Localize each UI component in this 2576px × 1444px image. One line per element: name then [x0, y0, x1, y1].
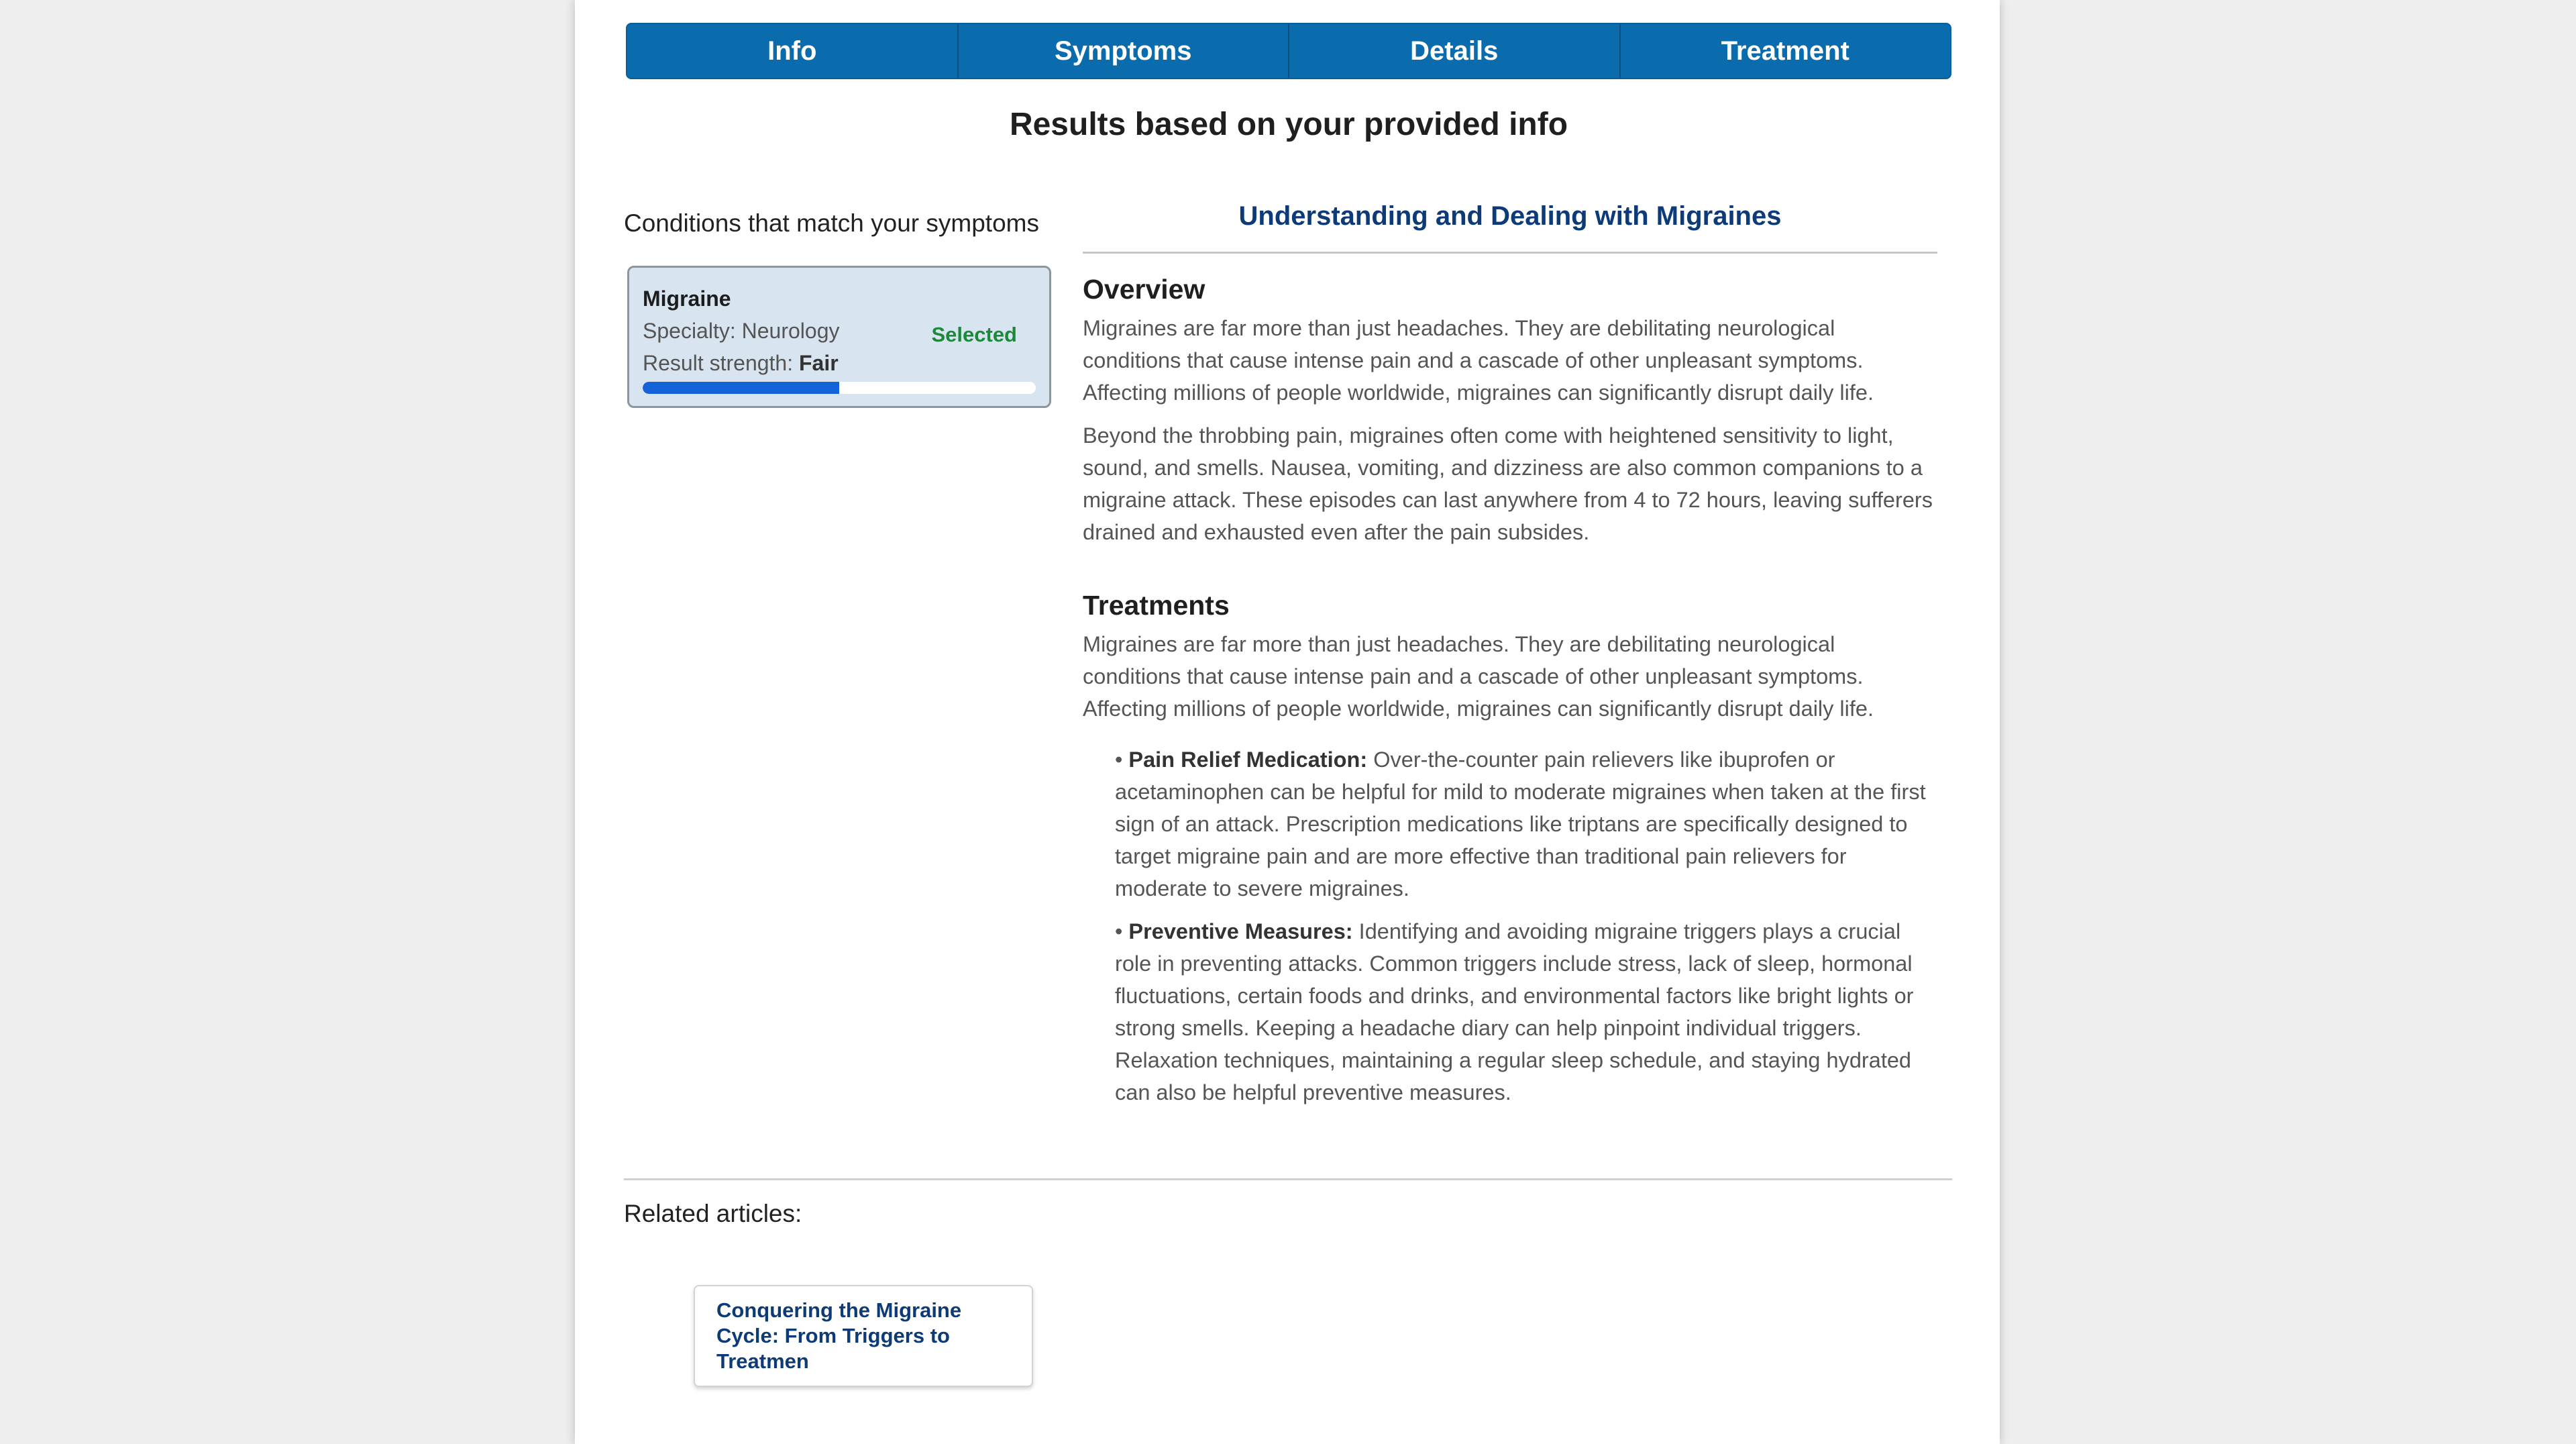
bullet-title: Pain Relief Medication:: [1128, 747, 1368, 772]
related-articles-label: Related articles:: [624, 1200, 802, 1227]
treatment-bullet-pain-relief: [1115, 743, 1937, 905]
related-article-card[interactable]: Conquering the Migraine Cycle: From Triggers to Treatmen: [694, 1285, 1033, 1387]
bullet-marker: •: [1115, 747, 1123, 772]
tab-info[interactable]: Info: [627, 24, 959, 78]
bullet-text: Over-the-counter pain relievers like ibuprofen or acetaminophen can be helpful for mild to moderate migraines when taken at the first sign of an attack. Prescription medications like triptans are specifically designed to target migraine pain and are more effective than traditional pain relievers for moderate to severe migraines.: [1115, 747, 1926, 900]
page-title: Results based on your provided info: [1009, 107, 1568, 142]
tab-details[interactable]: Details: [1289, 24, 1621, 78]
tab-bar: [626, 23, 1951, 79]
bullet-text: Identifying and avoiding migraine triggers plays a crucial role in preventing attacks. Common triggers include stress, lack of sleep, hormonal fluctuations, certain foods and drinks, and environmental factors like bright lights or strong smells. Keeping a headache diary can help pinpoint individual triggers. Relaxation techniques, maintaining a regular sleep schedule, and staying hydrated can also be helpful preventive measures.: [1115, 919, 1914, 1104]
condition-strength: [643, 347, 1036, 379]
tab-treatment[interactable]: Treatment: [1721, 36, 1849, 66]
condition-specialty: Specialty: Neurology: [643, 319, 840, 343]
condition-name: Migraine: [643, 287, 731, 311]
treatment-bullet-preventive: [1115, 915, 1937, 1108]
article-title: Understanding and Dealing with Migraines: [1083, 201, 1937, 254]
strength-label: Result strength:: [643, 351, 794, 375]
overview-paragraph: Beyond the throbbing pain, migraines often come with heightened sensitivity to light, sound, and smells. Nausea, vomiting, and dizziness are also common companions to a migraine attack. These episodes can last anywhere from 4 to 72 hours, leaving sufferers drained and exhausted even after the pain subsides.: [1083, 423, 1933, 544]
bullet-marker: •: [1115, 919, 1123, 943]
tab-symptoms[interactable]: Symptoms: [959, 24, 1290, 78]
overview-paragraph: Migraines are far more than just headaches. They are debilitating neurological conditions that cause intense pain and a cascade of other unpleasant symptoms. Affecting millions of people worldwide, migraines can significantly disrupt daily life.: [1083, 316, 1874, 405]
treatments-heading: Treatments: [1083, 590, 1230, 621]
section-divider: [624, 1178, 1952, 1180]
overview-heading: Overview: [1083, 274, 1205, 305]
article-panel: [1083, 201, 1937, 1119]
strength-progress-fill: [643, 382, 839, 394]
strength-progress-bar: [643, 382, 1036, 394]
bullet-title: Preventive Measures:: [1128, 919, 1353, 943]
selected-badge: Selected: [931, 323, 1017, 346]
strength-value: Fair: [799, 351, 839, 375]
conditions-heading: Conditions that match your symptoms: [624, 209, 1039, 237]
condition-card-migraine[interactable]: [627, 266, 1051, 408]
treatments-intro: Migraines are far more than just headaches. They are debilitating neurological conditions that cause intense pain and a cascade of other unpleasant symptoms. Affecting millions of people worldwide, migraines can significantly disrupt daily life.: [1083, 632, 1874, 721]
